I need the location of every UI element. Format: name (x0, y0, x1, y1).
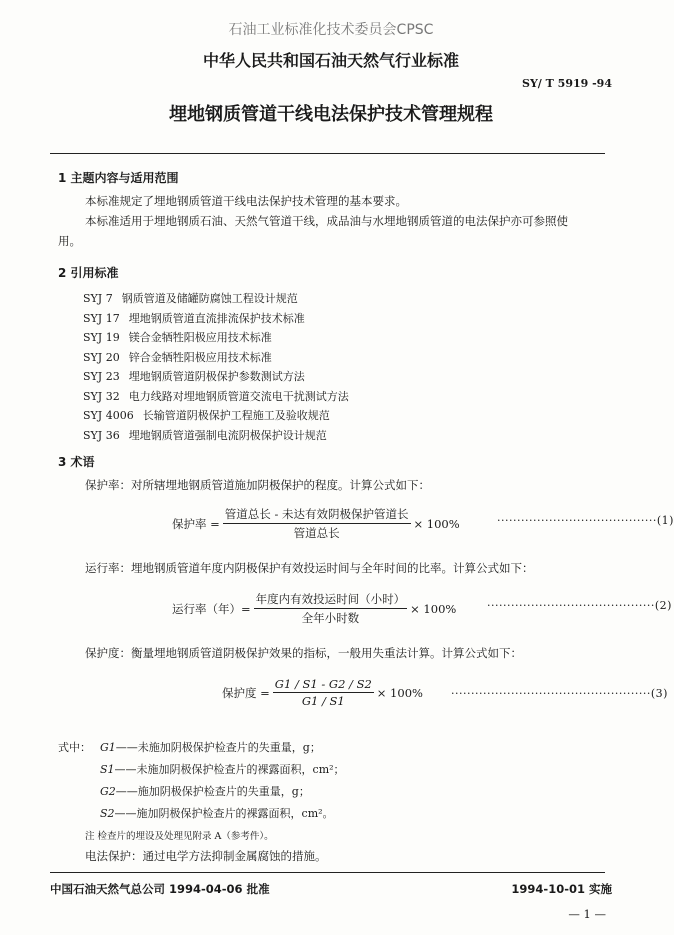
variable-desc: ——施加阴极保护检查片的裸露面积，cm²。 (114, 807, 334, 820)
reference-item (83, 427, 349, 447)
section-1-para-2-cont: 用。 (58, 234, 81, 248)
section-3-heading: 3 术语 (58, 455, 95, 469)
formula-1-lhs: 保护率 = (172, 516, 220, 531)
formula-1-denominator: 管道总长 (293, 526, 340, 540)
reference-item (83, 290, 349, 310)
variable-row (100, 805, 345, 827)
reference-title: 电力线路对埋地钢质管道交流电干扰测试方法 (128, 389, 349, 403)
formula-1-fraction (223, 506, 411, 541)
reference-code: SYJ 36 (83, 428, 120, 442)
committee-watermark: 石油工业标准化技术委员会CPSC (228, 22, 434, 38)
formula-2-lhs: 运行率（年）= (172, 601, 251, 616)
formula-3 (222, 677, 423, 708)
section-1-para-1: 本标准规定了埋地钢质管道干线电法保护技术管理的基本要求。 (85, 194, 407, 208)
reference-code: SYJ 19 (83, 331, 120, 344)
reference-title: 长输管道阴极保护工程施工及验收规范 (142, 409, 330, 422)
reference-title: 埋地钢质管道阴极保护参数测试方法 (128, 370, 305, 383)
formula-2-multiplier: × 100% (410, 601, 457, 616)
reference-title: 埋地钢质管道直流排流保护技术标准 (128, 311, 305, 325)
formula-2 (172, 591, 456, 626)
formula-1-leader: ········································(1) (497, 514, 674, 527)
formula-1 (172, 506, 460, 541)
variable-symbol: S2 (100, 807, 115, 820)
formula-3-leader: ··················································(3) (451, 687, 668, 700)
reference-title: 埋地钢质管道强制电流阴极保护设计规范 (128, 428, 327, 442)
note: 注 检查片的埋设及处理见附录 A（参考件）。 (85, 831, 274, 842)
formula-1-multiplier: × 100% (413, 516, 460, 531)
formula-2-leader: ··········································(2) (487, 599, 672, 612)
section-1-heading: 1 主题内容与适用范围 (58, 171, 179, 185)
reference-item (83, 329, 349, 349)
formula-2-denominator: 全年小时数 (301, 611, 360, 625)
effective-date: 1994-10-01 实施 (511, 882, 612, 896)
footer-rule (50, 872, 605, 873)
formula-3-denominator: G1 / S1 (301, 694, 345, 708)
national-standard-title: 中华人民共和国石油天然气行业标准 (202, 51, 459, 70)
formula-2-numerator: 年度内有效投运时间（小时） (254, 591, 408, 609)
reference-item (83, 368, 349, 388)
formula-3-number: (3) (650, 687, 668, 700)
definition-protection-rate: 保护率：对所辖埋地钢质管道施加阴极保护的程度。计算公式如下： (85, 478, 430, 492)
variable-symbol: S1 (100, 763, 115, 776)
variable-desc: ——施加阴极保护检查片的失重量，g； (115, 785, 310, 798)
reference-code: SYJ 23 (83, 370, 120, 383)
reference-code: SYJ 7 (83, 292, 113, 305)
reference-title: 镁合金牺牲阳极应用技术标准 (128, 331, 272, 344)
reference-code: SYJ 17 (83, 311, 120, 325)
definition-electrical-protection: 电法保护：通过电学方法抑制金属腐蚀的措施。 (85, 849, 327, 863)
variable-row (100, 739, 345, 761)
variable-list (100, 739, 345, 827)
document-title: 埋地钢质管道干线电法保护技术管理规程 (169, 104, 493, 125)
standard-code: SY/ T 5919 -94 (522, 77, 612, 90)
section-2-heading: 2 引用标准 (58, 266, 119, 280)
formula-3-multiplier: × 100% (376, 685, 423, 700)
reference-title: 锌合金牺牲阳极应用技术标准 (128, 350, 272, 364)
reference-code: SYJ 32 (83, 389, 120, 403)
reference-item (83, 407, 349, 427)
where-label: 式中： (58, 741, 91, 754)
formula-1-number: (1) (656, 514, 674, 527)
reference-title: 钢质管道及储罐防腐蚀工程设计规范 (121, 292, 298, 305)
variable-row (100, 783, 345, 805)
formula-3-fraction (273, 677, 374, 708)
definition-protection-degree: 保护度：衡量埋地钢质管道阴极保护效果的指标，一般用失重法计算。计算公式如下： (85, 646, 522, 660)
reference-code: SYJ 20 (83, 350, 120, 364)
formula-2-fraction (254, 591, 408, 626)
definition-operation-rate: 运行率：埋地钢质管道年度内阴极保护有效投运时间与全年时间的比率。计算公式如下： (85, 561, 534, 575)
formula-2-number: (2) (654, 599, 672, 612)
variable-symbol: G2 (100, 785, 116, 798)
reference-item (83, 388, 349, 408)
formula-3-numerator: G1 / S1 - G2 / S2 (274, 677, 372, 691)
reference-list (83, 290, 349, 446)
approval-line: 中国石油天然气总公司 1994-04-06 批准 (50, 882, 270, 896)
reference-code: SYJ 4006 (83, 409, 134, 422)
header-rule (50, 153, 605, 154)
reference-item (83, 349, 349, 369)
variable-row (100, 761, 345, 783)
variable-symbol: G1 (100, 741, 116, 754)
page-number: — 1 — (568, 907, 606, 921)
formula-1-numerator: 管道总长 - 未达有效阴极保护管道长 (223, 506, 411, 524)
section-1-para-2: 本标准适用于埋地钢质石油、天然气管道干线，成品油与水埋地钢质管道的电法保护亦可参照使 (85, 214, 568, 228)
variable-desc: ——未施加阴极保护检查片的失重量，g； (115, 741, 321, 754)
formula-3-lhs: 保护度 = (222, 685, 270, 700)
reference-item (83, 310, 349, 330)
variable-desc: ——未施加阴极保护检查片的裸露面积，cm²； (114, 763, 345, 776)
